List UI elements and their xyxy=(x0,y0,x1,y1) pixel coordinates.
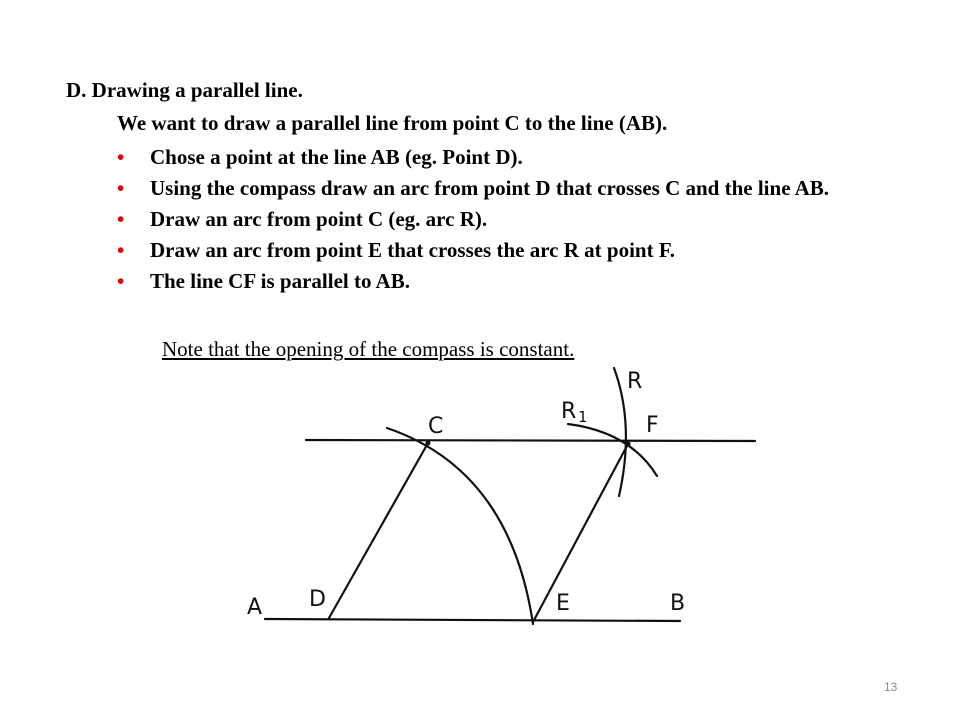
point-f-dot xyxy=(626,442,631,447)
page-number: 13 xyxy=(884,680,898,694)
label-r: R xyxy=(627,369,643,394)
label-r1: R xyxy=(561,399,577,424)
label-e: E xyxy=(556,591,570,616)
list-item-text: Draw an arc from point E that crosses the arc R at point F. xyxy=(150,238,675,262)
arc-from-d xyxy=(387,428,533,624)
label-c: C xyxy=(428,414,444,439)
bullet-icon: • xyxy=(117,238,125,262)
intro-text: We want to draw a parallel line from point C to the line (AB). xyxy=(117,111,668,135)
segment-dc xyxy=(329,443,428,618)
label-d: D xyxy=(309,587,326,612)
slide-heading: D. Drawing a parallel line. xyxy=(66,78,303,102)
point-c-dot xyxy=(426,441,431,446)
label-r1-subscript: 1 xyxy=(578,408,588,426)
label-b: B xyxy=(670,591,686,616)
note-text: Note that the opening of the compass is constant. xyxy=(162,337,575,361)
list-item-text: The line CF is parallel to AB. xyxy=(150,269,410,293)
arc-r xyxy=(614,368,626,496)
arc-r1 xyxy=(568,424,657,476)
line-cf xyxy=(306,440,755,441)
list-item-text: Using the compass draw an arc from point D that crosses C and the line AB. xyxy=(150,176,830,200)
bullet-icon: • xyxy=(117,269,125,293)
label-f: F xyxy=(646,413,659,438)
label-a: A xyxy=(247,595,263,620)
segment-ef xyxy=(533,444,628,622)
list-item-text: Chose a point at the line AB (eg. Point D). xyxy=(150,145,523,169)
list-item-text: Draw an arc from point C (eg. arc R). xyxy=(150,207,488,231)
bullet-icon: • xyxy=(117,145,125,169)
bullet-icon: • xyxy=(117,207,125,231)
bullet-icon: • xyxy=(117,176,125,200)
line-ab xyxy=(265,619,680,621)
